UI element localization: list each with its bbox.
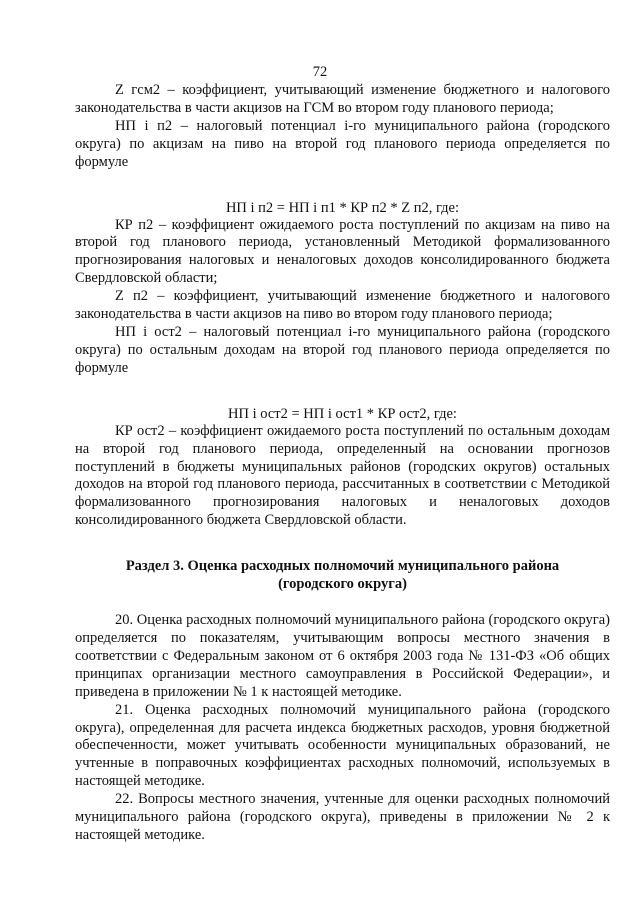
page-number: 72	[312, 64, 328, 80]
paragraph-kr-p2: КР п2 – коэффициент ожидаемого роста поступлений по акцизам на пиво на второй год планового периода, установленный Методикой формализованного прогнозирования налоговых и неналоговых доходов консолидированного бюджета Свердловской области;	[75, 216, 610, 287]
page-content	[75, 82, 610, 845]
paragraph-item-20: 20. Оценка расходных полномочий муниципального района (городского округа) определяется по показателям, учитывающим вопросы местного значения в соответствии с Федеральным законом от 6 октября 2003 года № 131-ФЗ «Об общих принципах организации местного самоуправления в Российской Федерации», и приведена в приложении № 1 к настоящей методике.	[75, 612, 610, 700]
section-heading-line-1: Раздел 3. Оценка расходных полномочий муниципального района	[125, 558, 560, 575]
paragraph-np-p2: НП i п2 – налоговый потенциал i-го муниципального района (городского округа) по акцизам на пиво на второй год планового периода определяется по формуле	[75, 117, 610, 170]
paragraph-kr-ost2: КР ост2 – коэффициент ожидаемого роста поступлений по остальным доходам на второй год планового периода, определенный на основании прогнозов поступлений в бюджеты муниципальных районов (городских округов) остальных доходов на второй год планового периода, рассчитанных в соответствии с Методикой формализованного прогнозирования налоговых и неналоговых доходов консолидированного бюджета Свердловской области.	[75, 422, 610, 529]
formula-np-ost2: НП i ост2 = НП i ост1 * КР ост2, где:	[228, 405, 457, 422]
paragraph-z-gsm2: Z гсм2 – коэффициент, учитывающий изменение бюджетного и налогового законодательства в части акцизов на ГСМ во втором году планового периода;	[75, 82, 610, 116]
formula-np-p2: НП i п2 = НП i п1 * КР п2 * Z п2, где:	[225, 199, 460, 216]
section-heading-line-2: (городского округа)	[278, 576, 407, 593]
paragraph-item-22: 22. Вопросы местного значения, учтенные для оценки расходных полномочий муниципального района (городского округа), приведены в приложении № 2 к настоящей методике.	[75, 791, 610, 843]
paragraph-z-p2: Z п2 – коэффициент, учитывающий изменение бюджетного и налогового законодательства в части акцизов на пиво во втором году планового периода;	[75, 288, 610, 323]
paragraph-np-ost2: НП i ост2 – налоговый потенциал i-го муниципального района (городского округа) по остальным доходам на второй год планового периода определяется по формуле	[75, 323, 610, 376]
paragraph-item-21: 21. Оценка расходных полномочий муниципального района (городского округа), определенная для расчета индекса бюджетных расходов, уровня бюджетной обеспеченности, может учитывать особенности муниципальных образований, не учтенные в поправочных коэффициентах расходных полномочий, используемых в настоящей методике.	[75, 701, 610, 790]
